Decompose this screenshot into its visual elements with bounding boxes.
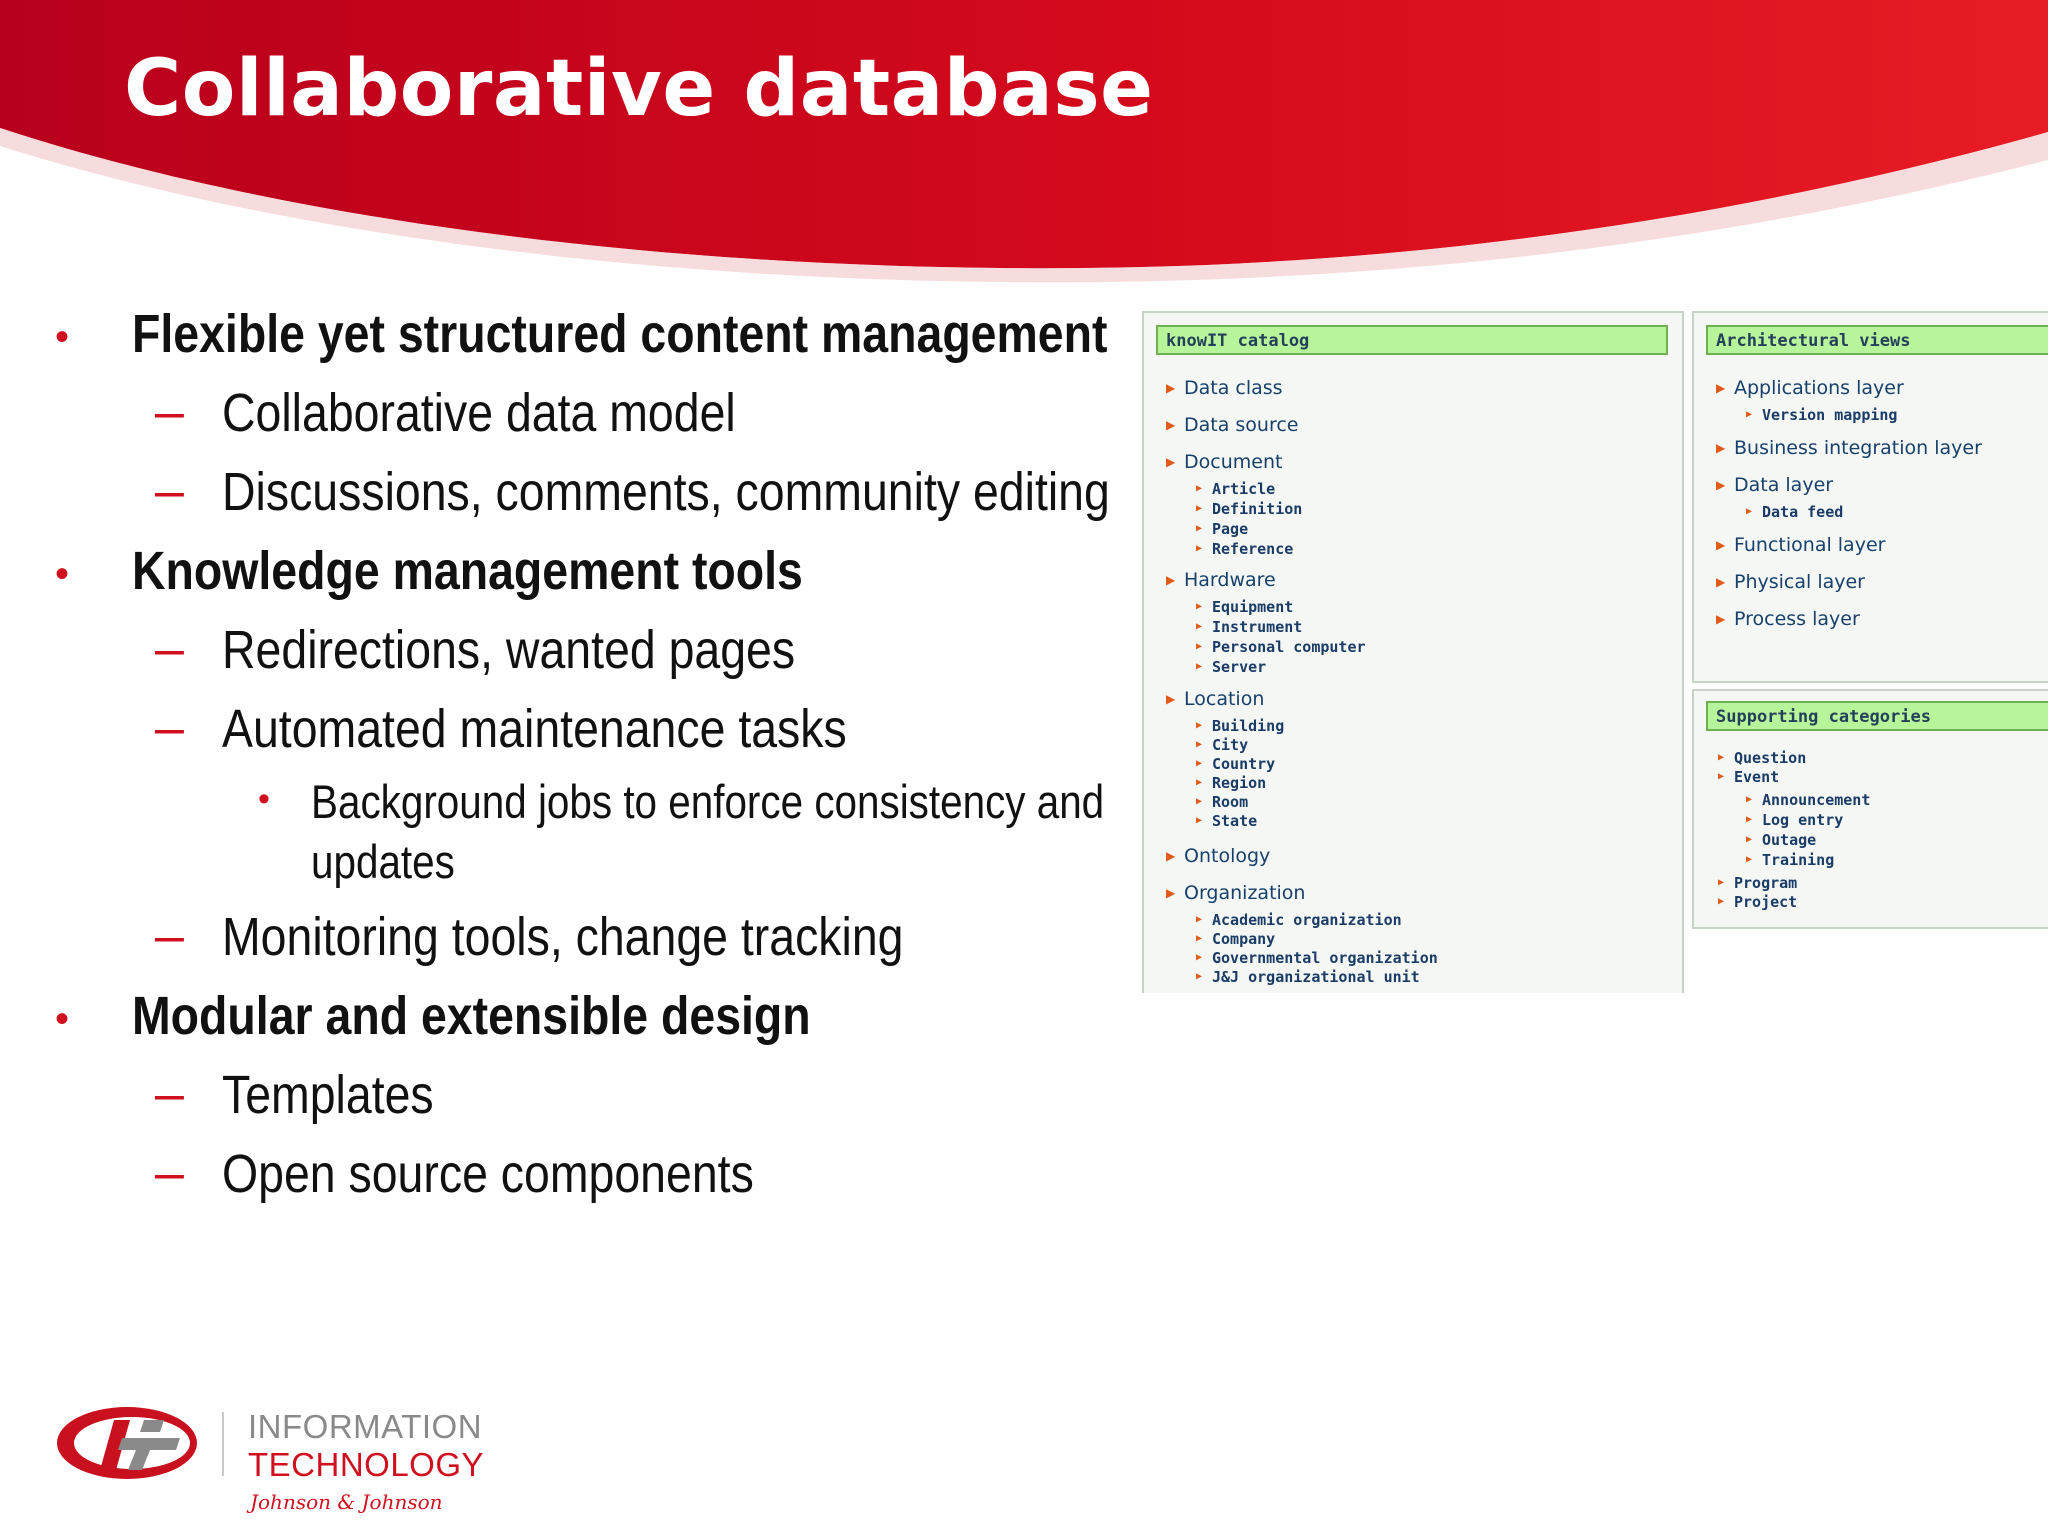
arch-item-physical-layer[interactable]: ▶ Physical layer (1716, 571, 1865, 593)
triangle-bullet-icon: ▶ (1718, 877, 1725, 888)
logo-signature: Johnson & Johnson (250, 1490, 443, 1514)
bullet-marker: • (55, 997, 70, 1041)
triangle-bullet-icon: ▶ (1166, 455, 1176, 469)
sub-bullet-monitoring: Monitoring tools, change tracking (222, 907, 904, 967)
support-item-program[interactable]: ▶ Program (1718, 874, 1798, 892)
triangle-bullet-icon: ▶ (1196, 739, 1203, 750)
logo-divider (222, 1412, 224, 1476)
arch-item-business-integration-layer[interactable]: ▶ Business integration layer (1716, 437, 1982, 459)
support-subitem-outage[interactable]: ▶ Outage (1746, 831, 1817, 849)
catalog-item-data-class[interactable]: ▶ Data class (1166, 377, 1283, 399)
triangle-bullet-icon: ▶ (1166, 692, 1176, 706)
bullet-marker: • (258, 780, 270, 818)
sub-bullet-data-model: Collaborative data model (222, 383, 736, 443)
bullet-marker: • (55, 552, 70, 596)
catalog-item-hardware[interactable]: ▶ Hardware (1166, 569, 1276, 591)
arch-item-process-layer[interactable]: ▶ Process layer (1716, 608, 1860, 630)
catalog-subitem-country[interactable]: ▶ Country (1196, 755, 1276, 773)
triangle-bullet-icon: ▶ (1718, 752, 1725, 763)
supporting-categories-panel (1692, 689, 2048, 929)
catalog-subitem-room[interactable]: ▶ Room (1196, 793, 1249, 811)
triangle-bullet-icon: ▶ (1196, 661, 1203, 672)
triangle-bullet-icon: ▶ (1196, 621, 1203, 632)
triangle-bullet-icon: ▶ (1166, 381, 1176, 395)
triangle-bullet-icon: ▶ (1196, 796, 1203, 807)
triangle-bullet-icon: ▶ (1716, 441, 1726, 455)
triangle-bullet-icon: ▶ (1166, 418, 1176, 432)
bullet-modular-design: Modular and extensible design (132, 986, 811, 1046)
catalog-subitem-server[interactable]: ▶ Server (1196, 658, 1267, 676)
triangle-bullet-icon: ▶ (1196, 933, 1203, 944)
bullet-marker: • (55, 315, 70, 359)
triangle-bullet-icon: ▶ (1716, 538, 1726, 552)
bullet-flexible-content: Flexible yet structured content management (132, 304, 1108, 364)
dash-marker: – (155, 462, 184, 520)
triangle-bullet-icon: ▶ (1196, 483, 1203, 494)
triangle-bullet-icon: ▶ (1716, 478, 1726, 492)
dash-marker: – (155, 620, 184, 678)
sub-sub-bullet-background-jobs-cont: updates (311, 835, 455, 888)
triangle-bullet-icon: ▶ (1196, 641, 1203, 652)
support-item-event[interactable]: ▶ Event (1718, 768, 1780, 786)
catalog-subitem-building[interactable]: ▶ Building (1196, 717, 1285, 735)
triangle-bullet-icon: ▶ (1196, 503, 1203, 514)
triangle-bullet-icon: ▶ (1716, 612, 1726, 626)
catalog-subitem-state[interactable]: ▶ State (1196, 812, 1258, 830)
triangle-bullet-icon: ▶ (1196, 971, 1203, 982)
support-item-question[interactable]: ▶ Question (1718, 749, 1807, 767)
catalog-subitem-company[interactable]: ▶ Company (1196, 930, 1276, 948)
slide-title: Collaborative database (124, 44, 1154, 134)
sub-bullet-open-source: Open source components (222, 1144, 754, 1204)
support-subitem-announcement[interactable]: ▶ Announcement (1746, 791, 1871, 809)
dash-marker: – (155, 383, 184, 441)
catalog-subitem-city[interactable]: ▶ City (1196, 736, 1249, 754)
catalog-subitem-equipment[interactable]: ▶ Equipment (1196, 598, 1294, 616)
logo-text-information: INFORMATION (248, 1408, 483, 1445)
sub-bullet-templates: Templates (222, 1065, 434, 1125)
catalog-item-organization[interactable]: ▶ Organization (1166, 882, 1306, 904)
dash-marker: – (155, 907, 184, 965)
catalog-subitem-jj-unit[interactable]: ▶ J&J organizational unit (1196, 968, 1420, 986)
catalog-subitem-governmental-organization[interactable]: ▶ Governmental organization (1196, 949, 1438, 967)
arch-item-functional-layer[interactable]: ▶ Functional layer (1716, 534, 1886, 556)
triangle-bullet-icon: ▶ (1196, 952, 1203, 963)
catalog-item-data-source[interactable]: ▶ Data source (1166, 414, 1299, 436)
triangle-bullet-icon: ▶ (1166, 573, 1176, 587)
triangle-bullet-icon: ▶ (1746, 409, 1753, 420)
dash-marker: – (155, 1065, 184, 1123)
triangle-bullet-icon: ▶ (1166, 886, 1176, 900)
triangle-bullet-icon: ▶ (1196, 777, 1203, 788)
triangle-bullet-icon: ▶ (1196, 815, 1203, 826)
triangle-bullet-icon: ▶ (1196, 914, 1203, 925)
catalog-subitem-definition[interactable]: ▶ Definition (1196, 500, 1303, 518)
triangle-bullet-icon: ▶ (1716, 381, 1726, 395)
triangle-bullet-icon: ▶ (1718, 896, 1725, 907)
support-subitem-training[interactable]: ▶ Training (1746, 851, 1835, 869)
triangle-bullet-icon: ▶ (1746, 794, 1753, 805)
sub-sub-bullet-background-jobs: Background jobs to enforce consistency and (311, 775, 1105, 828)
catalog-item-ontology[interactable]: ▶ Ontology (1166, 845, 1271, 867)
arch-subitem-version-mapping[interactable]: ▶ Version mapping (1746, 406, 1898, 424)
supporting-categories-header: Supporting categories (1706, 701, 2048, 731)
triangle-bullet-icon: ▶ (1166, 849, 1176, 863)
sub-bullet-discussions: Discussions, comments, community editing (222, 462, 1110, 522)
triangle-bullet-icon: ▶ (1196, 758, 1203, 769)
catalog-item-location[interactable]: ▶ Location (1166, 688, 1265, 710)
catalog-panel-header: knowIT catalog (1156, 325, 1668, 355)
architectural-views-panel (1692, 311, 2048, 683)
triangle-bullet-icon: ▶ (1746, 506, 1753, 517)
catalog-subitem-page[interactable]: ▶ Page (1196, 520, 1249, 538)
triangle-bullet-icon: ▶ (1196, 720, 1203, 731)
triangle-bullet-icon: ▶ (1746, 834, 1753, 845)
catalog-item-document[interactable]: ▶ Document (1166, 451, 1283, 473)
catalog-subitem-region[interactable]: ▶ Region (1196, 774, 1267, 792)
triangle-bullet-icon: ▶ (1716, 575, 1726, 589)
triangle-bullet-icon: ▶ (1196, 601, 1203, 612)
triangle-bullet-icon: ▶ (1196, 543, 1203, 554)
architectural-views-header: Architectural views (1706, 325, 2048, 355)
catalog-subitem-article[interactable]: ▶ Article (1196, 480, 1276, 498)
triangle-bullet-icon: ▶ (1746, 814, 1753, 825)
support-subitem-log-entry[interactable]: ▶ Log entry (1746, 811, 1844, 829)
support-item-project[interactable]: ▶ Project (1718, 893, 1798, 911)
it-swoosh-logo-icon (52, 1398, 202, 1488)
dash-marker: – (155, 699, 184, 757)
sub-bullet-redirections: Redirections, wanted pages (222, 620, 796, 680)
catalog-subitem-reference[interactable]: ▶ Reference (1196, 540, 1294, 558)
triangle-bullet-icon: ▶ (1746, 854, 1753, 865)
arch-subitem-data-feed[interactable]: ▶ Data feed (1746, 503, 1844, 521)
sub-bullet-maintenance: Automated maintenance tasks (222, 699, 847, 759)
triangle-bullet-icon: ▶ (1718, 771, 1725, 782)
catalog-subitem-academic-organization[interactable]: ▶ Academic organization (1196, 911, 1402, 929)
logo-text-technology: TECHNOLOGY (248, 1446, 485, 1483)
arch-item-applications-layer[interactable]: ▶ Applications layer (1716, 377, 1904, 399)
catalog-panel (1142, 311, 1684, 993)
catalog-subitem-personal-computer[interactable]: ▶ Personal computer (1196, 638, 1366, 656)
triangle-bullet-icon: ▶ (1196, 523, 1203, 534)
dash-marker: – (155, 1144, 184, 1202)
bullet-knowledge-tools: Knowledge management tools (132, 541, 803, 601)
catalog-subitem-instrument[interactable]: ▶ Instrument (1196, 618, 1303, 636)
arch-item-data-layer[interactable]: ▶ Data layer (1716, 474, 1834, 496)
